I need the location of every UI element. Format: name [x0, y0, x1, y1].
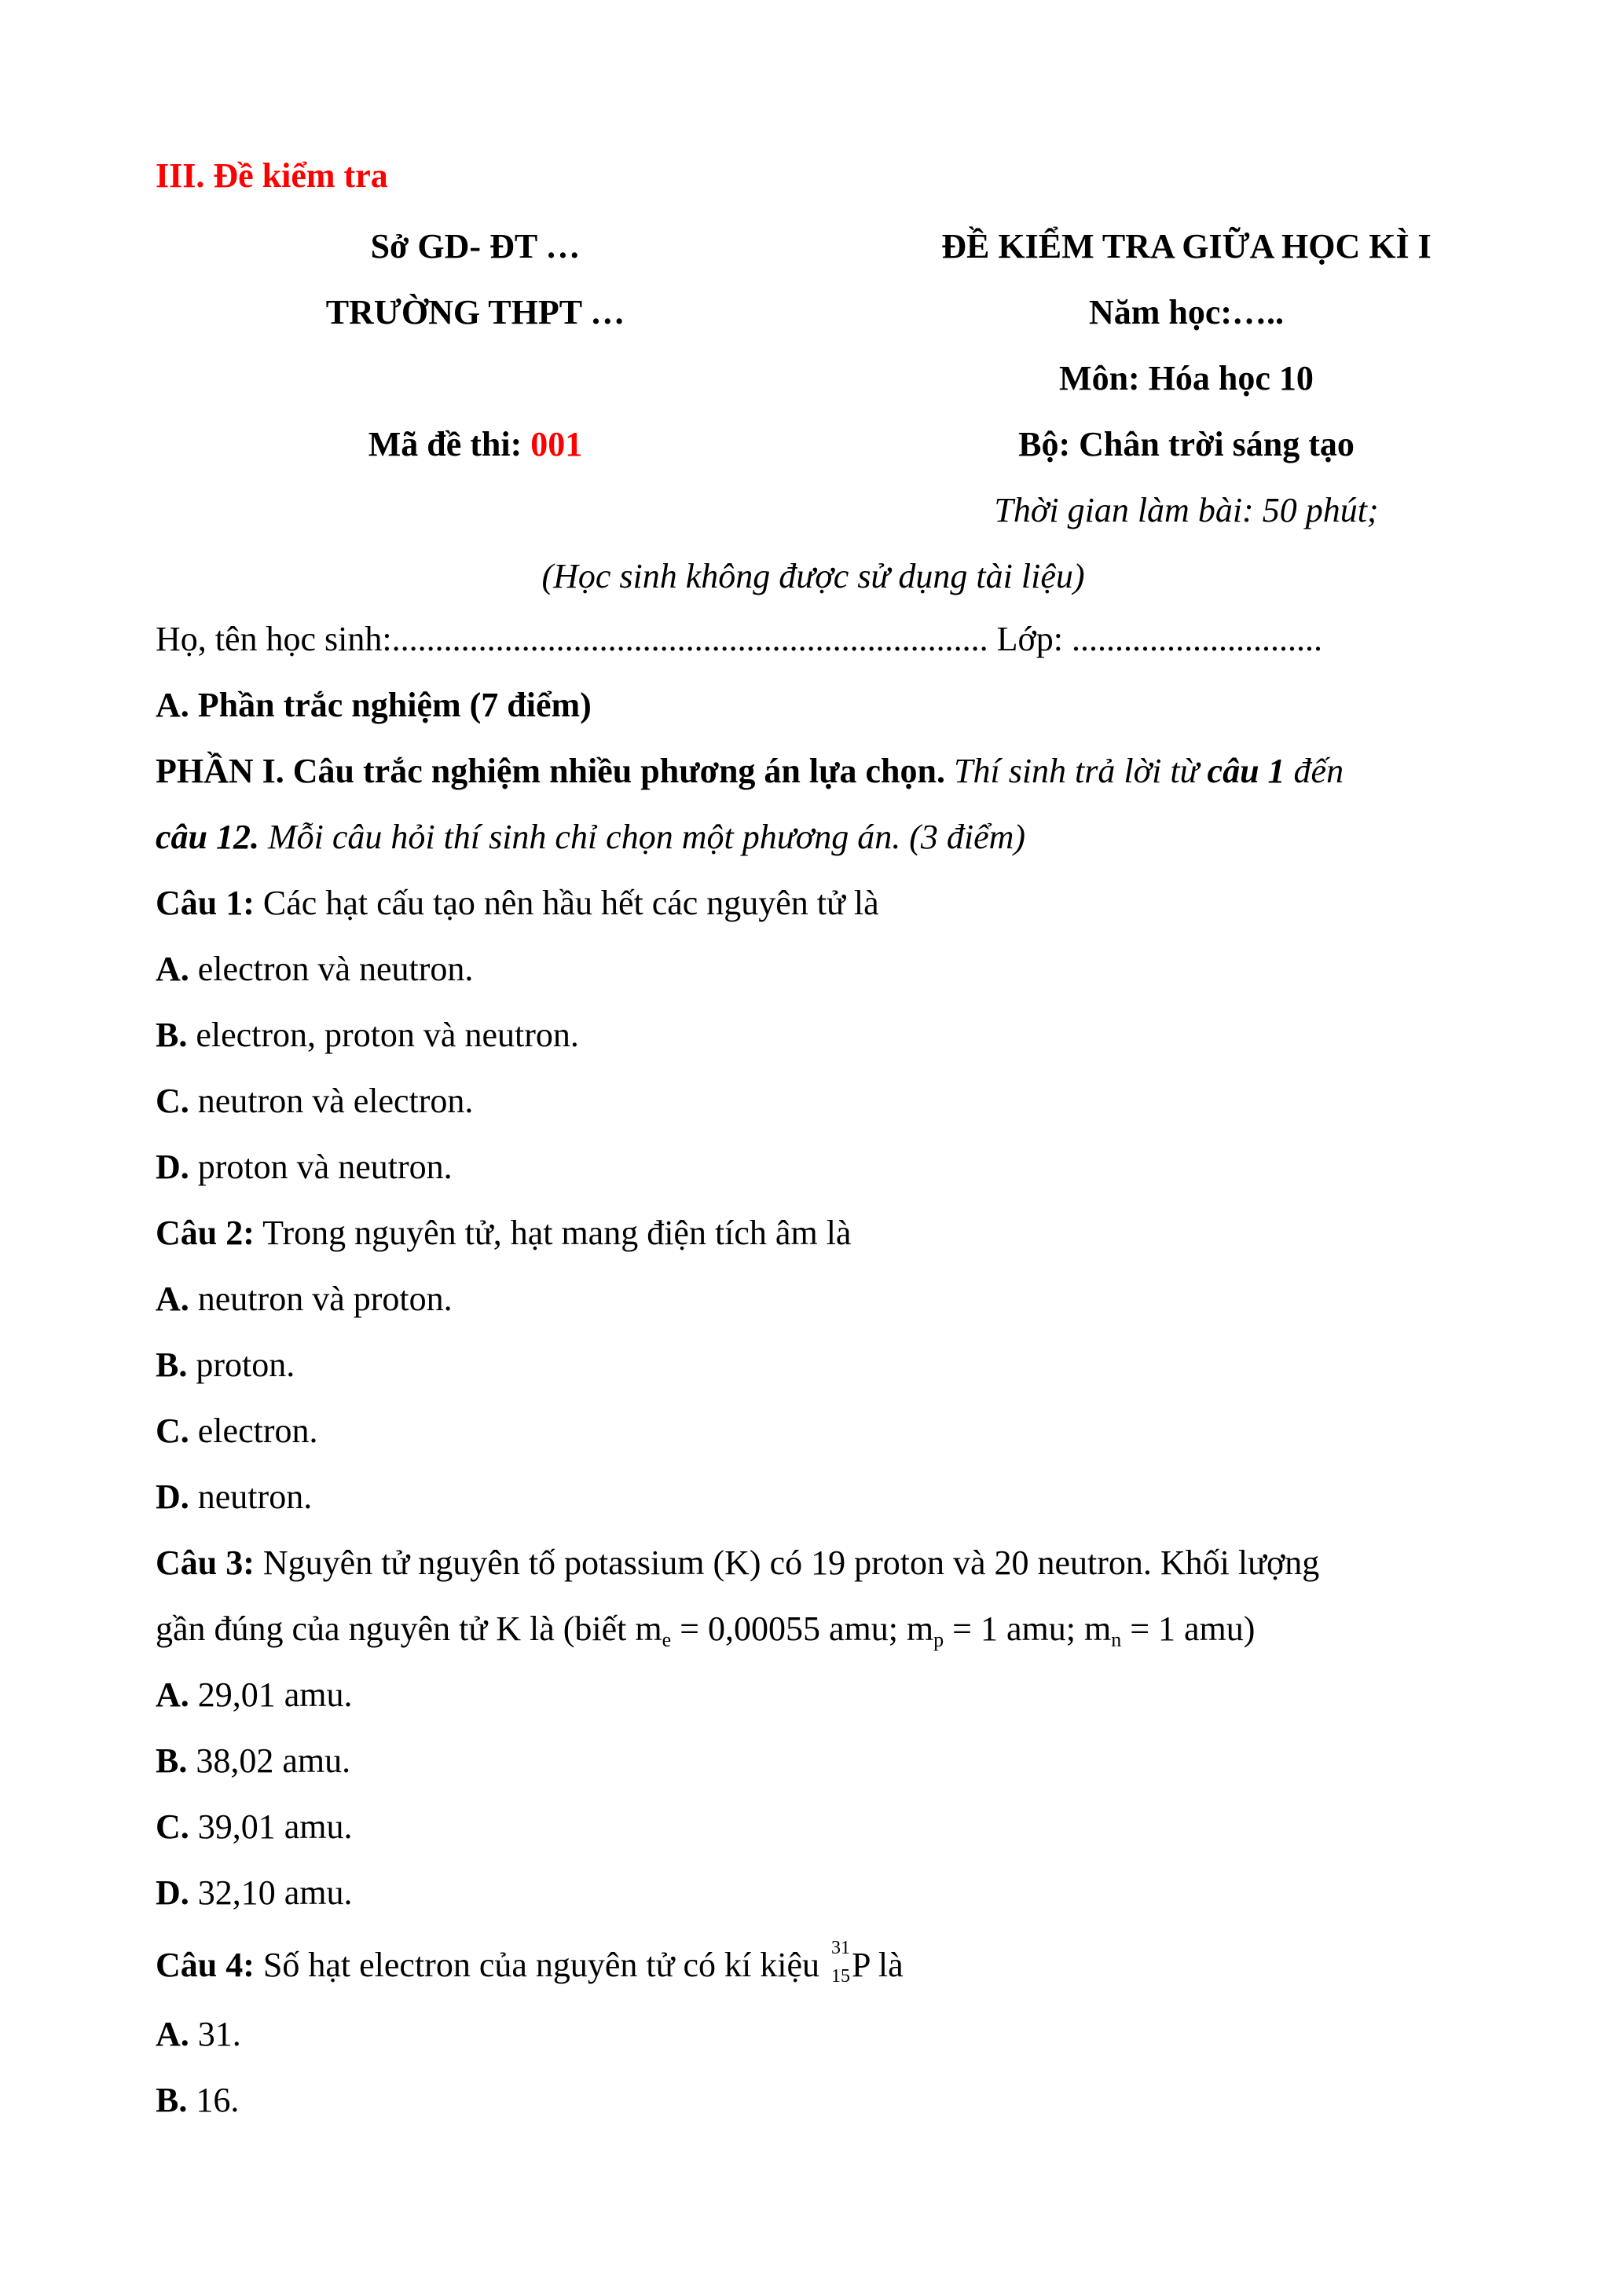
- exam-code-value: 001: [530, 425, 583, 463]
- duration: Thời gian làm bài: 50 phút;: [994, 491, 1379, 529]
- exam-title: ĐỀ KIỂM TRA GIỮA HỌC KÌ I: [941, 227, 1432, 265]
- question-text: Trong nguyên tử, hạt mang điện tích âm là: [254, 1214, 852, 1252]
- question-3-line2: gần đúng của nguyên tử K là (biết $m_e = 0,00055$ amu; $m_p = 1$ amu; $m_n = 1$ amu): [156, 1609, 1256, 1651]
- q1-option-b: B. electron, proton và neutron.: [156, 1016, 579, 1054]
- q2-option-d: D. neutron.: [156, 1478, 313, 1516]
- exam-note: (Học sinh không được sử dụng tài liệu): [541, 557, 1085, 595]
- textbook-series: Bộ: Chân trời sáng tạo: [1018, 425, 1355, 463]
- school-label: TRƯỜNG THPT …: [325, 293, 625, 331]
- question-3: [156, 1543, 1320, 1582]
- mass-number: 31: [831, 1938, 850, 1958]
- question-4: Câu 4: Số hạt electron của nguyên tử có kí kiệu 31 15 P là: [156, 1938, 904, 1987]
- school-year: Năm học:…..: [1088, 293, 1285, 331]
- q4-option-a: A. 31.: [156, 2015, 241, 2053]
- question-label: Câu 3:: [156, 1543, 255, 1582]
- question-label: Câu 1:: [156, 884, 255, 922]
- q3-option-c: C. 39,01 amu.: [156, 1807, 353, 1846]
- q3-option-b: B. 38,02 amu.: [156, 1741, 351, 1780]
- q3-option-d: D. 32,10 amu.: [156, 1873, 353, 1912]
- q1-option-c: C. neutron và electron.: [156, 1082, 474, 1120]
- question-label: Câu 2:: [156, 1214, 255, 1252]
- part-i-instructions-line2: câu 12. Mỗi câu hỏi thí sinh chỉ chọn một phương án. (3 điểm): [156, 818, 1026, 856]
- question-1: [156, 886, 879, 921]
- question-text: Số hạt electron của nguyên tử có kí kiệu: [254, 1946, 828, 1984]
- q3-option-a: A. 29,01 amu.: [156, 1675, 353, 1714]
- question-2: [156, 1216, 851, 1251]
- element-symbol: P: [852, 1946, 870, 1984]
- part-i-instructions-line1: PHẦN I. Câu trắc nghiệm nhiều phương án lựa chọn. Thí sinh trả lời từ câu 1 đến: [156, 752, 1344, 790]
- atomic-number: 15: [831, 1966, 850, 1987]
- subject: Môn: Hóa học 10: [1059, 359, 1314, 397]
- part-a-heading: A. Phần trắc nghiệm (7 điểm): [156, 686, 592, 724]
- exam-code: [130, 424, 821, 464]
- exam-code-label: Mã đề thi:: [368, 425, 531, 463]
- q1-option-d: D. proton và neutron.: [156, 1148, 453, 1186]
- question-text: Nguyên tử nguyên tố potassium (K) có 19 proton và 20 neutron. Khối lượng: [254, 1543, 1320, 1582]
- q1-option-a: A. electron và neutron.: [156, 950, 474, 988]
- question-label: Câu 4:: [156, 1946, 255, 1984]
- q2-option-c: C. electron.: [156, 1412, 318, 1450]
- question-text: Các hạt cấu tạo nên hầu hết các nguyên tử là: [254, 884, 879, 922]
- department-label: Sở GD- ĐT …: [370, 227, 581, 265]
- student-info-line: Họ, tên học sinh:..................................................................... Lớp: .............................: [156, 620, 1322, 658]
- isotope-notation: [828, 1938, 852, 1987]
- part-i-title: PHẦN I. Câu trắc nghiệm nhiều phương án lựa chọn.: [156, 752, 945, 790]
- q4-option-b: B. 16.: [156, 2081, 240, 2119]
- section-title: III. Đề kiểm tra: [156, 156, 388, 195]
- q2-option-a: A. neutron và proton.: [156, 1280, 453, 1318]
- q2-option-b: B. proton.: [156, 1346, 295, 1384]
